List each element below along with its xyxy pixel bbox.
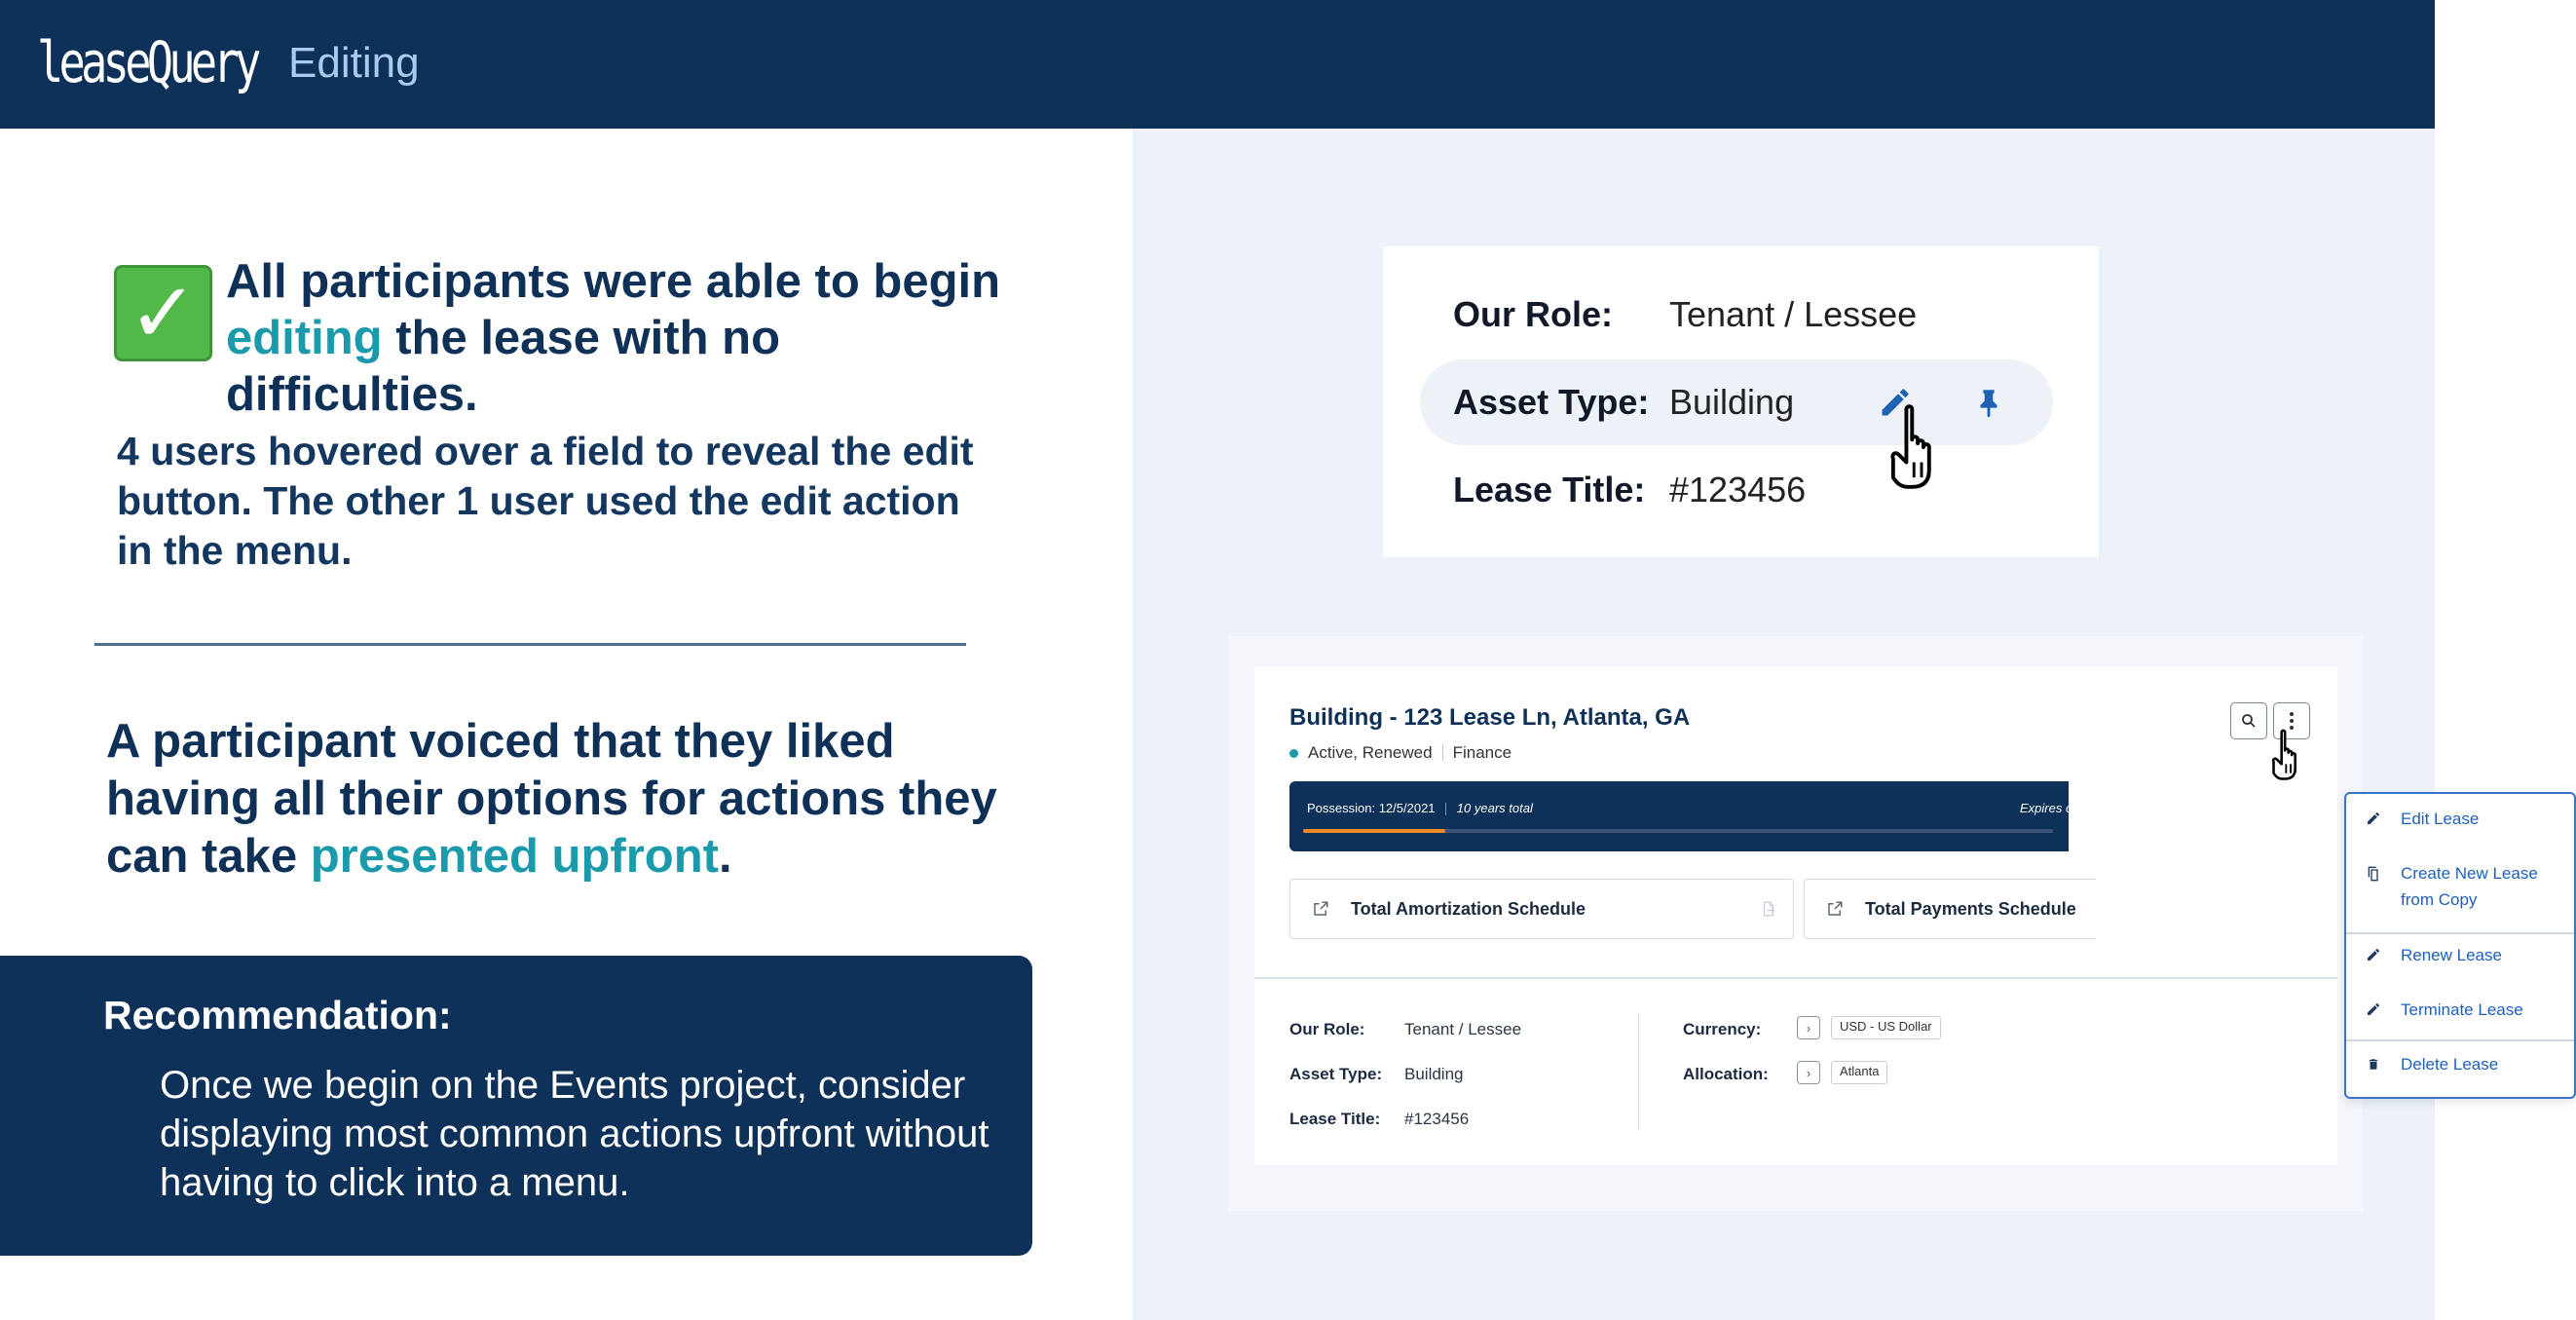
hand-cursor-icon <box>1887 400 1956 494</box>
field-hover-card <box>1383 246 2099 557</box>
highlight-editing: editing <box>226 312 383 364</box>
lease-title: Building - 123 Lease Ln, Atlanta, GA <box>1289 704 1691 731</box>
trash-icon <box>2346 1051 2401 1073</box>
details-divider <box>1254 977 2337 979</box>
participant-quote: A participant voiced that they liked having all their options for actions they can take presented upfront. <box>106 715 997 883</box>
detail-label-asset: Asset Type: <box>1289 1065 1383 1083</box>
field-label: Lease Title: <box>1453 470 1646 509</box>
currency-tag: USD - US Dollar <box>1831 1016 1941 1039</box>
possession-date: Possession: 12/5/2021 <box>1307 801 1436 815</box>
details-column-divider <box>1638 1013 1639 1130</box>
menu-item-delete-lease[interactable]: Delete Lease <box>2346 1051 2574 1077</box>
menu-item-renew-lease[interactable]: Renew Lease <box>2346 942 2574 968</box>
lease-card <box>1254 667 2538 1164</box>
detail-label-allocation: Allocation: <box>1683 1065 1769 1083</box>
menu-divider <box>2346 932 2574 934</box>
pencil-icon <box>2346 806 2401 826</box>
pencil-icon <box>2346 997 2401 1017</box>
search-button[interactable] <box>2230 702 2267 739</box>
external-link-icon <box>1312 900 1329 918</box>
amortization-schedule-button[interactable] <box>1289 879 1794 939</box>
detail-value-title: #123456 <box>1404 1110 1470 1128</box>
field-label: Our Role: <box>1453 294 1614 334</box>
menu-item-create-from-copy[interactable]: Create New Lease from Copy <box>2346 860 2574 913</box>
detail-label-currency: Currency: <box>1683 1020 1762 1038</box>
detail-value-asset: Building <box>1404 1065 1464 1083</box>
status-dot-icon <box>1289 749 1298 758</box>
detail-label-title: Lease Title: <box>1289 1110 1381 1128</box>
check-mark-icon: ✓ <box>114 265 212 361</box>
schedule-label: Total Payments Schedule <box>1865 898 2076 919</box>
schedule-label: Total Amortization Schedule <box>1351 898 1587 919</box>
field-row-lease-title <box>1420 447 2053 533</box>
pin-icon[interactable] <box>1969 383 2008 422</box>
status-separator <box>1442 744 1443 762</box>
pencil-icon <box>2346 942 2401 962</box>
lease-category: Finance <box>1452 743 1512 762</box>
lease-term-progress <box>1289 781 2073 851</box>
payments-schedule-button[interactable] <box>1804 879 2096 939</box>
leasequery-logo: leaseQuery <box>37 29 257 95</box>
recommendation-box <box>0 956 1032 1256</box>
field-value: Building <box>1669 382 1795 422</box>
field-row-asset-type[interactable] <box>1420 359 2053 445</box>
external-link-icon <box>1826 900 1844 918</box>
field-value: #123456 <box>1669 470 1807 509</box>
expiration-text: Expires o <box>2020 801 2073 815</box>
recommendation-title: Recommendation: <box>103 993 452 1037</box>
highlight-upfront: presented upfront <box>310 830 719 883</box>
menu-item-terminate-lease[interactable]: Terminate Lease <box>2346 997 2574 1023</box>
progress-fill <box>1303 829 1445 833</box>
menu-divider <box>2346 1039 2574 1041</box>
finding-detail: 4 users hovered over a field to reveal the edit button. The other 1 user used the edit action in the menu. <box>117 429 974 573</box>
search-icon <box>2240 712 2258 730</box>
field-row-role <box>1420 272 2053 358</box>
lease-actions-menu <box>2344 792 2576 1099</box>
lease-status-line <box>1289 743 1512 763</box>
detail-value-role: Tenant / Lessee <box>1404 1020 1522 1038</box>
chevron-right-icon[interactable]: › <box>1797 1061 1820 1084</box>
progress-track <box>1303 829 2053 833</box>
section-divider <box>94 643 966 646</box>
finding-headline: All participants were able to begin editing the lease with no difficulties. <box>226 255 1001 421</box>
field-value: Tenant / Lessee <box>1669 294 1918 334</box>
status-badge: Active, Renewed <box>1308 743 1433 762</box>
export-icon <box>1760 900 1777 918</box>
detail-label-role: Our Role: <box>1289 1020 1365 1038</box>
lease-term: 10 years total <box>1456 801 1533 815</box>
copy-icon <box>2346 860 2401 883</box>
allocation-tag: Atlanta <box>1831 1061 1887 1084</box>
slide-title: Editing <box>288 39 420 87</box>
recommendation-body: Once we begin on the Events project, consider displaying most common actions upfront without having to click into a menu. <box>160 1064 989 1204</box>
menu-item-edit-lease[interactable]: Edit Lease <box>2346 806 2574 832</box>
top-banner <box>0 0 2435 129</box>
field-label: Asset Type: <box>1453 382 1650 422</box>
hand-cursor-icon <box>2270 728 2311 782</box>
lease-detail-panel <box>1229 636 2538 1211</box>
chevron-right-icon[interactable]: › <box>1797 1016 1820 1039</box>
